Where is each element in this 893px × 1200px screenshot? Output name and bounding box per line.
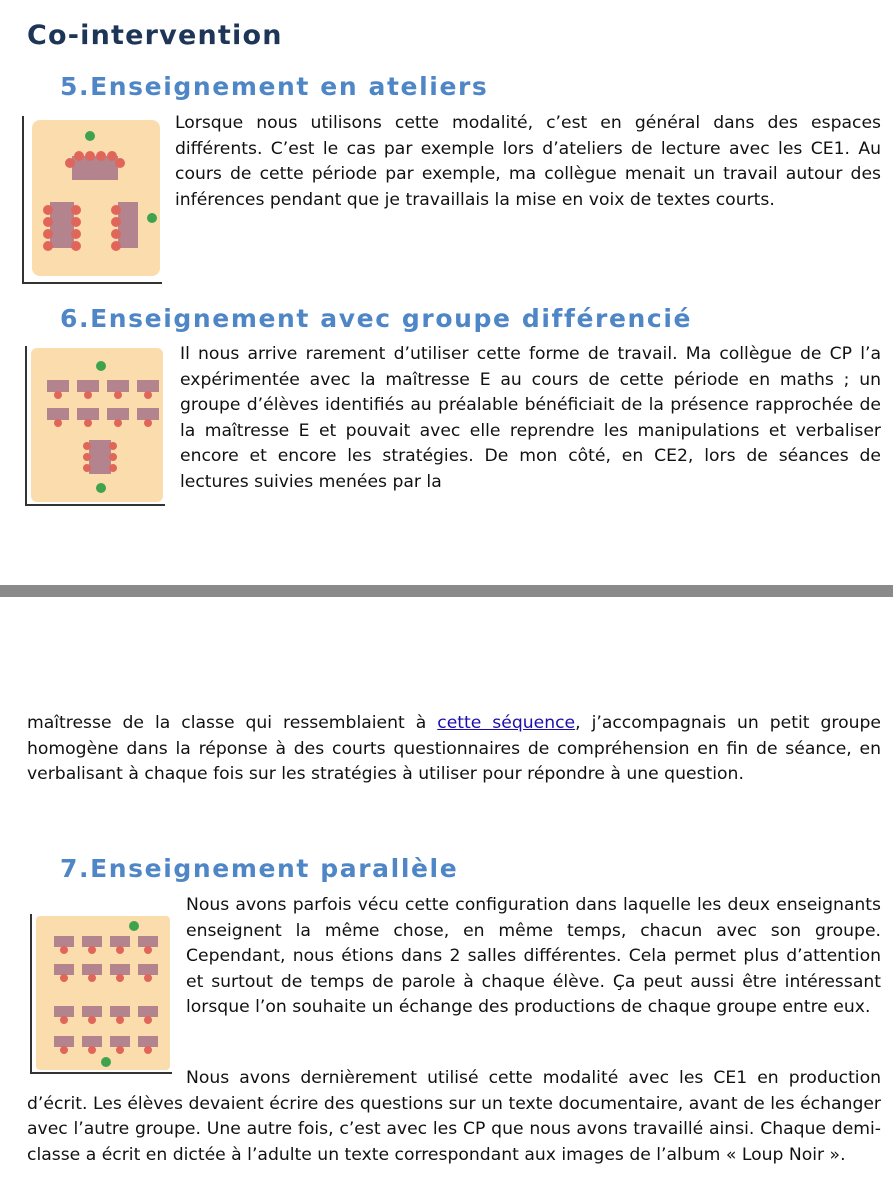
section-6-paragraph-bottom <box>27 711 881 788</box>
section-6-paragraph-bottom-end: , j’accompagnais un petit groupe homogène dans la réponse à des courts questionnaires de compréhension en fin de séance, en verbalisant à chaque fois sur les stratégies à utiliser pour répondre à une question. <box>27 713 881 784</box>
section-7-paragraph-2: Nous avons dernièrement utilisé cette modalité avec les CE1 en production d’écrit. Les élèves devaient écrire des questions sur un texte documentaire, avant de les échanger avec l’autre groupe. Une autre fois, c’est avec les CP que nous avons travaillé ainsi. Chaque demi-classe a écrit en dictée à l’adulte un texte correspondant aux images de l’album « Loup Noir ». <box>27 1068 881 1165</box>
section-6-paragraph-bottom-start: maîtresse de la classe qui ressemblaient à <box>27 713 438 733</box>
classroom-layout-ateliers-image <box>22 116 162 284</box>
section-6-heading: 6.Enseignement avec groupe différencié <box>60 304 693 333</box>
classroom-layout-groupe-differencie-image <box>25 346 165 510</box>
page-divider <box>0 585 893 597</box>
classroom-layout-parallele-image <box>30 914 172 1076</box>
page-title: Co-intervention <box>27 20 283 51</box>
section-5-paragraph: Lorsque nous utilisons cette modalité, c’est en général dans des espaces différents. C’est le cas par exemple lors d’ateliers de lecture avec les CE1. Au cours de cette période par exemple, ma collègue menait un travail autour des inférences pendant que je travaillais la mise en voix de textes courts. <box>175 113 881 210</box>
cette-sequence-link[interactable]: cette séquence <box>437 713 576 733</box>
section-7-paragraph-1: Nous avons parfois vécu cette configuration dans laquelle les deux enseignants enseignent la même chose, en même temps, chacun avec son groupe. Cependant, nous étions dans 2 salles différentes. Cela permet plus d’attention et surtout de temps de parole à chaque élève. Ça peut aussi être intéressant lorsque l’on souhaite un échange des productions de chaque groupe entre eux. <box>186 895 881 1017</box>
section-5-heading: 5.Enseignement en ateliers <box>60 72 489 101</box>
section-7-heading: 7.Enseignement parallèle <box>60 854 459 883</box>
section-6-paragraph-top: Il nous arrive rarement d’utiliser cette forme de travail. Ma collègue de CP l’a expérimentée avec la maîtresse E au cours de cette période en maths ; un groupe d’élèves identifiés au préalable bénéficiait de la présence rapprochée de la maîtresse E et pouvait avec elle reprendre les manipulations et verbaliser encore et encore les stratégies. De mon côté, en CE2, lors de séances de lectures suivies menées par la <box>180 344 881 492</box>
